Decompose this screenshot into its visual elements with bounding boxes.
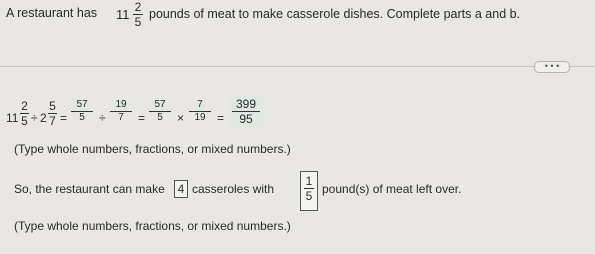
leftover-num: 1 — [305, 174, 313, 188]
problem-mixed-denominator: 5 — [134, 15, 142, 29]
eq-term2-den: 7 — [49, 114, 56, 128]
eq-op1: ÷ — [31, 111, 38, 125]
problem-prefix: A restaurant has — [6, 6, 98, 20]
leftover-answer-box[interactable] — [300, 171, 318, 211]
eq-op2: ÷ — [99, 111, 106, 125]
eq-term5-den: 5 — [157, 112, 163, 123]
eq-term1-den: 5 — [21, 114, 28, 128]
eq-term3-fraction — [71, 100, 93, 123]
sentence-part3: pound(s) of meat left over. — [322, 182, 462, 196]
sentence-part1: So, the restaurant can make — [14, 182, 165, 196]
eq-term4-den: 7 — [118, 112, 124, 123]
eq-result-fraction[interactable] — [229, 96, 263, 127]
eq-term5-fraction — [149, 100, 171, 123]
hint-part-b: (Type whole numbers, fractions, or mixed numbers.) — [14, 219, 291, 233]
eq-result-den: 95 — [239, 112, 253, 126]
leftover-fraction — [301, 172, 317, 202]
eq-term1-fraction — [20, 100, 29, 127]
eq-term1-whole: 11 — [6, 111, 19, 125]
eq-result-num: 399 — [235, 97, 257, 111]
eq-term6-fraction — [189, 100, 211, 123]
leftover-den: 5 — [305, 189, 313, 203]
casseroles-answer-box[interactable]: 4 — [174, 180, 188, 198]
eq-term3-den: 5 — [79, 112, 85, 123]
hint-part-a: (Type whole numbers, fractions, or mixed numbers.) — [14, 142, 291, 156]
eq-term4-num[interactable]: 19 — [115, 99, 127, 110]
eq-term3-num[interactable]: 57 — [76, 99, 88, 110]
eq-term2-num: 5 — [49, 99, 56, 113]
eq-equals2: = — [138, 111, 146, 125]
eq-term5-num[interactable]: 57 — [154, 99, 166, 110]
eq-term2-whole: 2 — [40, 111, 47, 125]
eq-term1-num: 2 — [21, 99, 28, 113]
eq-term6-den: 19 — [194, 112, 206, 123]
eq-term2-fraction — [48, 100, 57, 127]
problem-mixed-whole: 11 — [116, 7, 130, 22]
problem-statement — [6, 6, 97, 20]
more-options-button[interactable]: • • • — [534, 61, 570, 73]
eq-term6-num[interactable]: 7 — [197, 99, 203, 110]
problem-mixed-fraction — [133, 1, 143, 28]
eq-equals3: = — [217, 111, 225, 125]
eq-equals1: = — [60, 111, 68, 125]
section-divider — [0, 66, 595, 67]
eq-times: × — [177, 111, 185, 125]
eq-term4-fraction — [110, 100, 132, 123]
sentence-part2: casseroles with — [192, 182, 275, 196]
problem-suffix: pounds of meat to make casserole dishes. Complete parts a and b. — [149, 7, 521, 21]
problem-mixed-numerator: 2 — [134, 0, 142, 14]
